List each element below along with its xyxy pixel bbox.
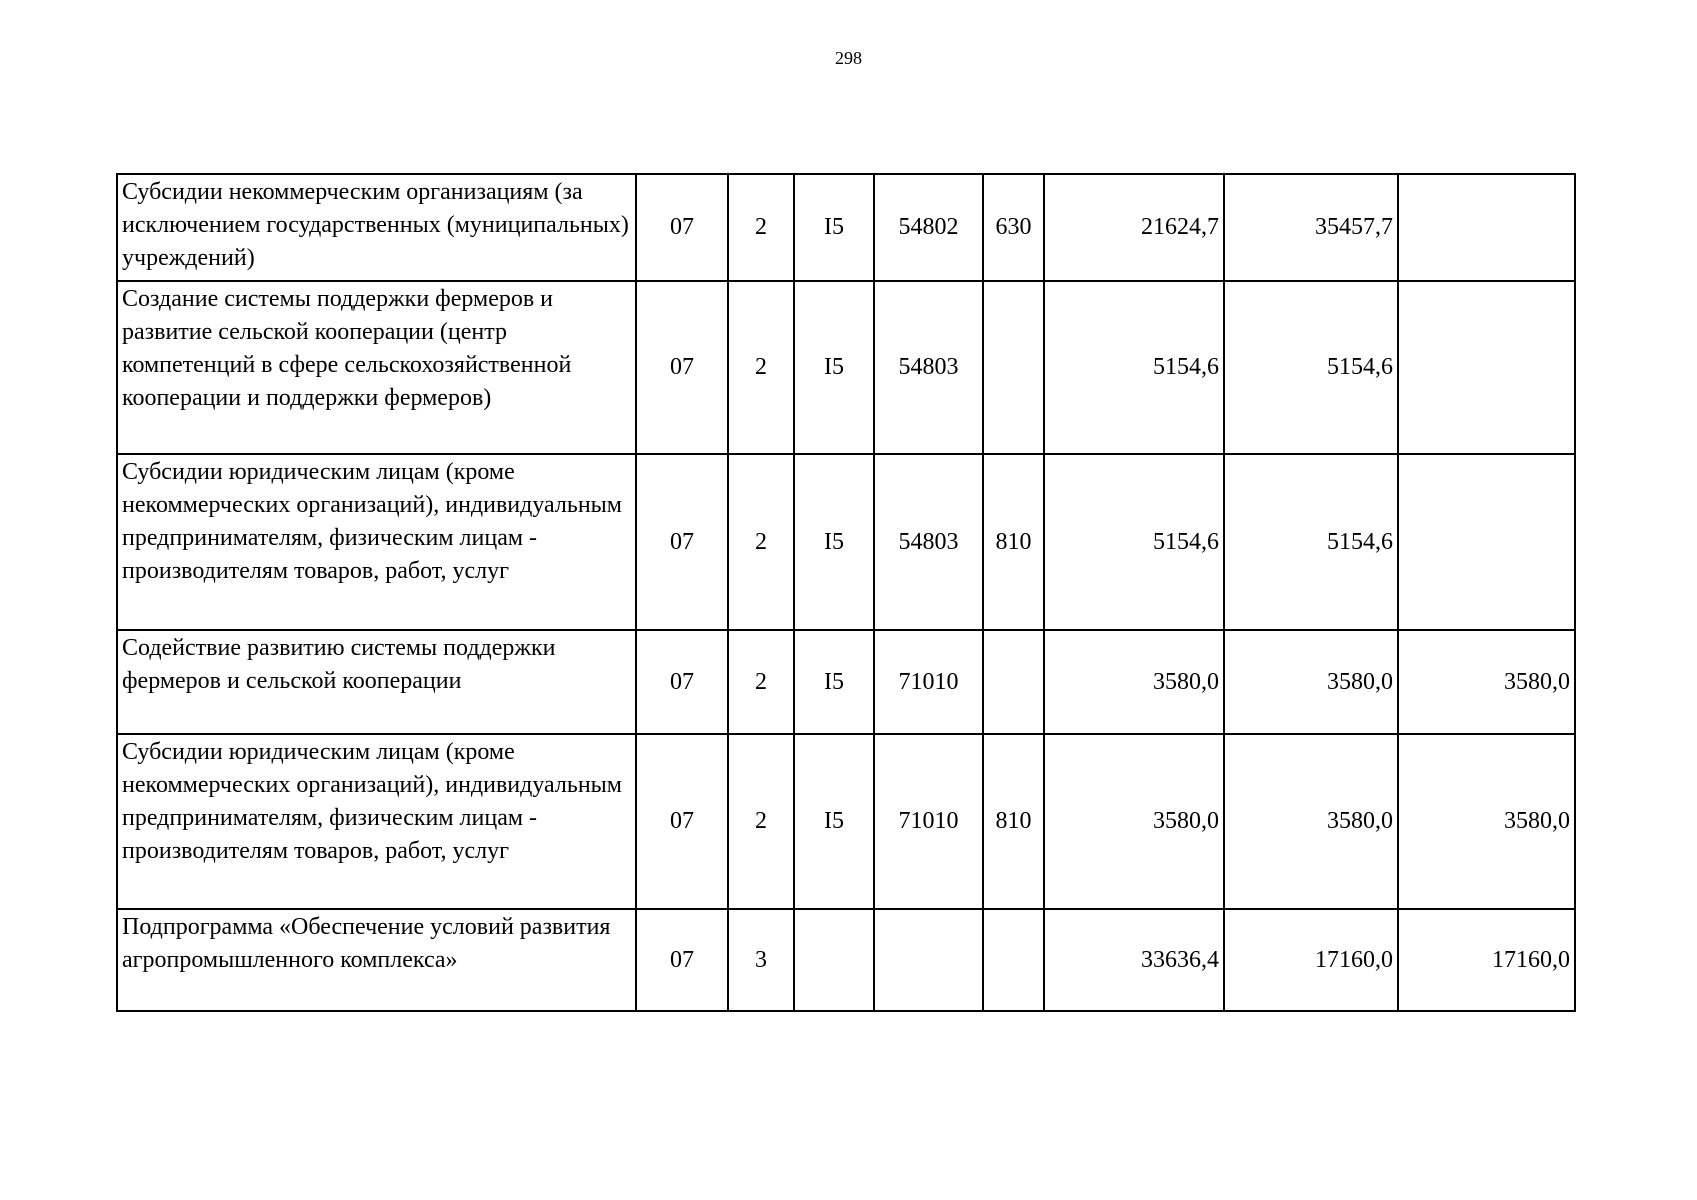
row-amount-2: 17160,0	[1224, 909, 1398, 1011]
row-article-code: 54803	[874, 454, 983, 630]
row-section-code: 07	[636, 174, 728, 281]
row-name: Субсидии юридическим лицам (кроме некоммерческих организаций), индивидуальным предпринимателям, физическим лицам - производителям товаров, работ, услуг	[117, 454, 636, 630]
row-name: Создание системы поддержки фермеров и развитие сельской кооперации (центр компетенций в сфере сельскохозяйственной кооперации и поддержки фермеров)	[117, 281, 636, 454]
row-expense-type-code: 810	[983, 734, 1044, 909]
row-expense-type-code	[983, 630, 1044, 734]
row-article-code: 71010	[874, 734, 983, 909]
page-number: 298	[835, 48, 862, 68]
row-subsection-code: 2	[728, 454, 794, 630]
row-amount-3: 17160,0	[1398, 909, 1575, 1011]
row-direction-code: I5	[794, 174, 874, 281]
row-article-code: 54802	[874, 174, 983, 281]
row-subsection-code: 2	[728, 281, 794, 454]
table-row	[117, 734, 1575, 909]
row-name: Субсидии некоммерческим организациям (за исключением государственных (муниципальных) учреждений)	[117, 174, 636, 281]
row-amount-3	[1398, 281, 1575, 454]
row-direction-code: I5	[794, 454, 874, 630]
row-name: Содействие развитию системы поддержки фермеров и сельской кооперации	[117, 630, 636, 734]
row-subsection-code: 2	[728, 734, 794, 909]
row-name: Подпрограмма «Обеспечение условий развития агропромышленного комплекса»	[117, 909, 636, 1011]
table-row	[117, 909, 1575, 1011]
row-subsection-code: 2	[728, 630, 794, 734]
row-amount-1: 3580,0	[1044, 630, 1224, 734]
row-amount-3: 3580,0	[1398, 734, 1575, 909]
row-amount-2: 35457,7	[1224, 174, 1398, 281]
row-section-code: 07	[636, 734, 728, 909]
budget-table	[116, 173, 1576, 1012]
row-direction-code: I5	[794, 734, 874, 909]
row-section-code: 07	[636, 909, 728, 1011]
table-row	[117, 630, 1575, 734]
row-expense-type-code: 810	[983, 454, 1044, 630]
row-subsection-code: 3	[728, 909, 794, 1011]
row-amount-1: 5154,6	[1044, 454, 1224, 630]
row-amount-1: 3580,0	[1044, 734, 1224, 909]
row-amount-1: 21624,7	[1044, 174, 1224, 281]
table-row	[117, 454, 1575, 630]
row-amount-2: 5154,6	[1224, 281, 1398, 454]
row-amount-3	[1398, 174, 1575, 281]
row-article-code: 54803	[874, 281, 983, 454]
row-section-code: 07	[636, 630, 728, 734]
row-amount-2: 3580,0	[1224, 734, 1398, 909]
row-direction-code: I5	[794, 281, 874, 454]
row-direction-code: I5	[794, 630, 874, 734]
row-article-code: 71010	[874, 630, 983, 734]
row-section-code: 07	[636, 281, 728, 454]
row-expense-type-code	[983, 909, 1044, 1011]
row-expense-type-code	[983, 281, 1044, 454]
row-amount-2: 5154,6	[1224, 454, 1398, 630]
row-amount-3: 3580,0	[1398, 630, 1575, 734]
row-amount-1: 33636,4	[1044, 909, 1224, 1011]
row-section-code: 07	[636, 454, 728, 630]
table-row	[117, 174, 1575, 281]
table-row	[117, 281, 1575, 454]
row-amount-3	[1398, 454, 1575, 630]
row-amount-1: 5154,6	[1044, 281, 1224, 454]
row-subsection-code: 2	[728, 174, 794, 281]
row-article-code	[874, 909, 983, 1011]
row-expense-type-code: 630	[983, 174, 1044, 281]
row-name: Субсидии юридическим лицам (кроме некоммерческих организаций), индивидуальным предпринимателям, физическим лицам - производителям товаров, работ, услуг	[117, 734, 636, 909]
row-amount-2: 3580,0	[1224, 630, 1398, 734]
row-direction-code	[794, 909, 874, 1011]
